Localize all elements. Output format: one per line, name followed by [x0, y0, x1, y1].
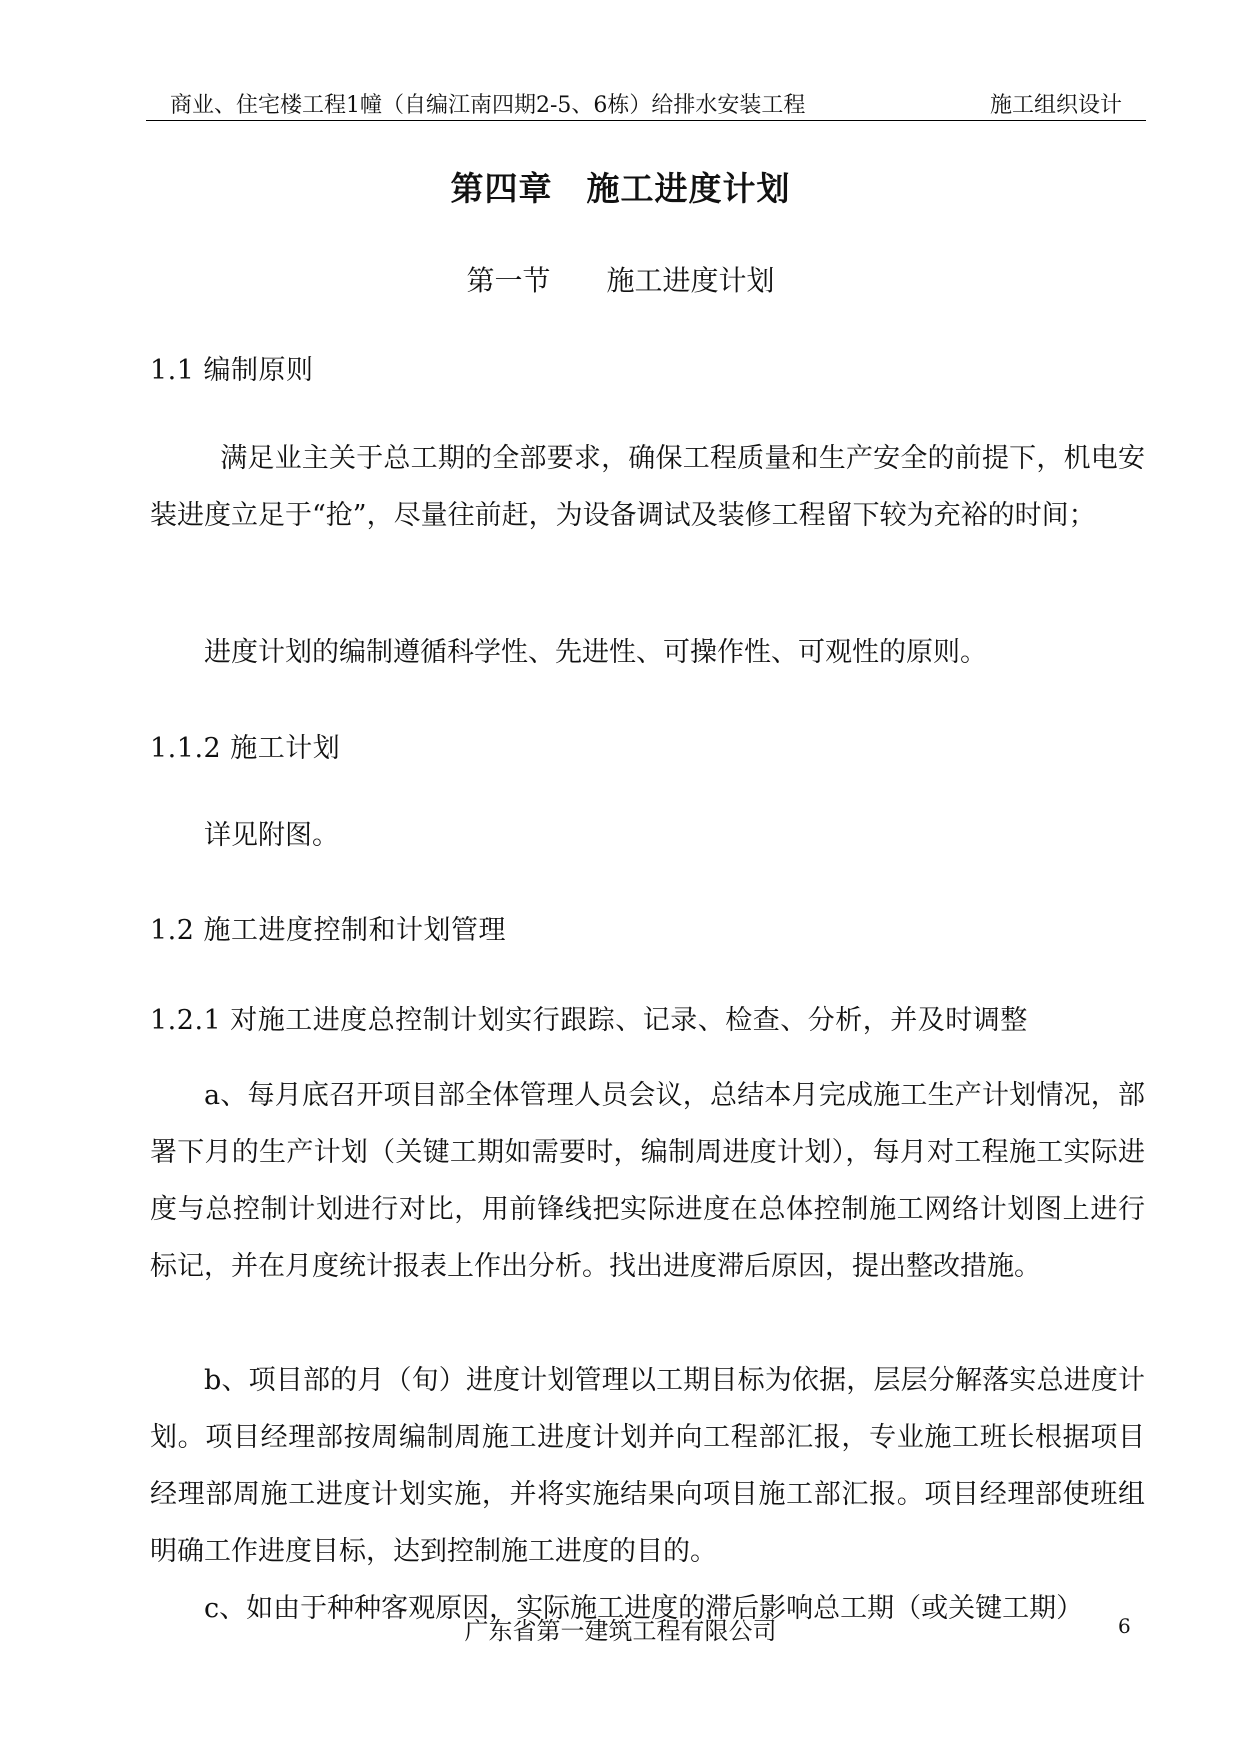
- header-divider: [146, 120, 1146, 121]
- footer-company-name: 广东省第一建筑工程有限公司: [464, 1617, 777, 1645]
- list-item-c: c、如由于种种客观原因，实际施工进度的滞后影响总工期（或关键工期）: [204, 1593, 1084, 1624]
- list-item-a: a、每月底召开项目部全体管理人员会议，总结本月完成施工生产计划情况，部署下月的生产计划（关键工期如需要时，编制周进度计划），每月对工程施工实际进度与总控制计划进行对比，用前锋线把实际进度在总体控制施工网络计划图上进行标记，并在月度统计报表上作出分析。找出进度滞后原因，提出整改措施。: [150, 1080, 1145, 1282]
- heading-1-2-1: 1.2.1 对施工进度总控制计划实行跟踪、记录、检查、分析，并及时调整: [150, 1005, 1028, 1036]
- paragraph-1-1-method: 进度计划的编制遵循科学性、先进性、可操作性、可观性的原则。: [204, 637, 987, 668]
- list-item-b: b、项目部的月（旬）进度计划管理以工期目标为依据，层层分解落实总进度计划。项目经理部按周编制周施工进度计划并向工程部汇报，专业施工班长根据项目经理部周施工进度计划实施，并将实施结果向项目施工部汇报。项目经理部使班组明确工作进度目标，达到控制施工进度的目的。: [150, 1365, 1145, 1567]
- page-number: 6: [1118, 1614, 1131, 1638]
- paragraph-1-1-2-see-attachment: 详见附图。: [204, 820, 339, 851]
- paragraph-1-1-principle: 满足业主关于总工期的全部要求，确保工程质量和生产安全的前提下，机电安装进度立足于“抢”，尽量往前赶，为设备调试及装修工程留下较为充裕的时间；: [150, 443, 1145, 531]
- page-header: [146, 84, 1146, 120]
- header-document-type: 施工组织设计: [989, 93, 1122, 118]
- header-project-name: 商业、住宅楼工程1幢（自编江南四期2-5、6栋）给排水安装工程: [170, 93, 806, 118]
- chapter-title: 第四章 施工进度计划: [450, 169, 791, 208]
- heading-1-1: 1.1 编制原则: [150, 355, 314, 386]
- heading-1-2: 1.2 施工进度控制和计划管理: [150, 915, 507, 946]
- section-title: 第一节 施工进度计划: [466, 264, 775, 297]
- heading-1-1-2: 1.1.2 施工计划: [150, 733, 341, 764]
